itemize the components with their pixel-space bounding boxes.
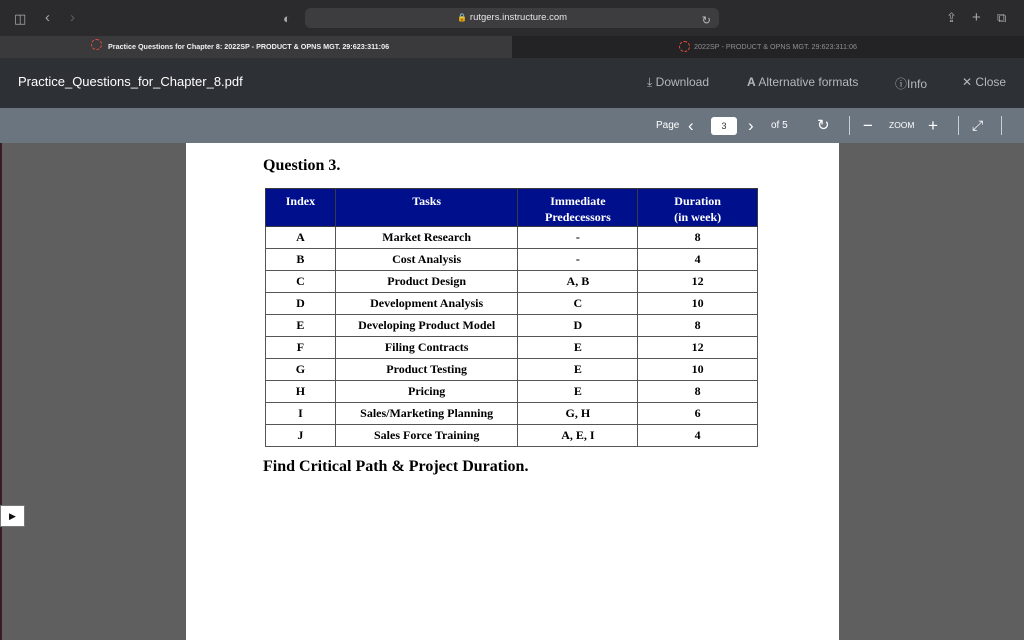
back-icon[interactable]: ‹: [45, 9, 50, 26]
header-index: Index: [266, 189, 336, 227]
cell-task: Development Analysis: [335, 293, 518, 315]
cell-predecessors: G, H: [518, 403, 638, 425]
cell-predecessors: D: [518, 315, 638, 337]
cell-index: G: [266, 359, 336, 381]
file-name: Practice_Questions_for_Chapter_8.pdf: [18, 74, 243, 89]
table-header-row: [266, 189, 758, 227]
table-row: [266, 359, 758, 381]
tab-strip: [0, 36, 1024, 58]
zoom-label: ZOOM: [889, 120, 915, 130]
cell-duration: 10: [638, 293, 758, 315]
zoom-in-icon[interactable]: +: [928, 116, 938, 135]
zoom-out-icon[interactable]: −: [863, 116, 873, 135]
table-row: [266, 271, 758, 293]
header-tasks: Tasks: [335, 189, 518, 227]
pdf-toolbar: [0, 108, 1024, 143]
alternative-formats-button[interactable]: [747, 75, 858, 89]
forward-icon[interactable]: ›: [70, 9, 75, 26]
tab-label: Practice Questions for Chapter 8: 2022SP - PRODUCT & OPNS MGT. 29:623:311:06: [108, 42, 390, 51]
header-predecessors: [518, 189, 638, 227]
cell-index: B: [266, 249, 336, 271]
table-row: [266, 293, 758, 315]
alternative-formats-label: Alternative formats: [758, 75, 859, 89]
cell-predecessors: A, E, I: [518, 425, 638, 447]
cell-index: F: [266, 337, 336, 359]
table-row: [266, 315, 758, 337]
table-row: [266, 403, 758, 425]
instruction-text: Find Critical Path & Project Duration.: [263, 458, 529, 475]
header-duration-text: Duration (in week): [674, 194, 722, 224]
close-button[interactable]: [962, 75, 1006, 89]
cell-duration: 4: [638, 425, 758, 447]
task-table: [265, 188, 758, 447]
info-label: Info: [907, 77, 928, 91]
next-page-icon[interactable]: ›: [748, 116, 754, 135]
cell-task: Sales Force Training: [335, 425, 518, 447]
cell-duration: 12: [638, 271, 758, 293]
cell-task: Market Research: [335, 227, 518, 249]
cell-index: J: [266, 425, 336, 447]
cell-task: Sales/Marketing Planning: [335, 403, 518, 425]
cell-task: Product Design: [335, 271, 518, 293]
alternative-formats-icon: A: [747, 75, 756, 89]
cell-predecessors: C: [518, 293, 638, 315]
canvas-favicon-icon: [91, 39, 102, 50]
close-label: Close: [975, 75, 1007, 89]
tab-course[interactable]: [512, 36, 1024, 58]
header-duration: [638, 189, 758, 227]
cell-duration: 8: [638, 381, 758, 403]
browser-toolbar: [0, 0, 1024, 36]
cell-predecessors: A, B: [518, 271, 638, 293]
address-bar[interactable]: [305, 8, 719, 28]
download-button[interactable]: [647, 75, 709, 90]
cell-duration: 4: [638, 249, 758, 271]
fullscreen-icon[interactable]: ⤢: [972, 117, 984, 133]
pdf-viewport[interactable]: [0, 143, 1024, 640]
question-title: Question 3.: [263, 157, 341, 174]
table-row: [266, 381, 758, 403]
pdf-page: [186, 143, 839, 640]
info-icon: ⓘ: [895, 77, 908, 91]
download-icon: ⤓: [647, 75, 653, 89]
cell-task: Product Testing: [335, 359, 518, 381]
page-total: of 5: [771, 120, 788, 131]
toolbar-divider: [958, 116, 959, 135]
file-preview-header: [0, 58, 1024, 108]
tabs-overview-icon[interactable]: ⧉: [997, 10, 1007, 25]
info-button[interactable]: [895, 75, 927, 92]
close-icon: ✕: [962, 75, 973, 89]
cell-index: C: [266, 271, 336, 293]
cell-index: I: [266, 403, 336, 425]
new-tab-icon[interactable]: +: [972, 9, 981, 26]
table-row: [266, 337, 758, 359]
tab-label: 2022SP - PRODUCT & OPNS MGT. 29:623:311:06: [694, 42, 857, 51]
cell-predecessors: -: [518, 227, 638, 249]
header-predecessors-text: Immediate Predecessors: [544, 194, 611, 224]
cell-duration: 8: [638, 315, 758, 337]
cell-task: Filing Contracts: [335, 337, 518, 359]
download-label: Download: [655, 75, 710, 89]
cell-predecessors: -: [518, 249, 638, 271]
cell-predecessors: E: [518, 381, 638, 403]
tab-practice-questions[interactable]: [0, 36, 512, 58]
cell-predecessors: E: [518, 337, 638, 359]
cell-predecessors: E: [518, 359, 638, 381]
cell-duration: 6: [638, 403, 758, 425]
cell-task: Developing Product Model: [335, 315, 518, 337]
cell-duration: 8: [638, 227, 758, 249]
cell-task: Cost Analysis: [335, 249, 518, 271]
viewer-edge: [0, 143, 2, 640]
rotate-icon[interactable]: ↻: [817, 117, 830, 134]
page-number-input[interactable]: 3: [711, 117, 737, 135]
shield-icon[interactable]: ◐: [283, 11, 291, 26]
lock-icon: 🔒: [456, 13, 467, 22]
table-row: [266, 227, 758, 249]
reload-icon[interactable]: ↻: [701, 15, 711, 27]
table-body: [266, 227, 758, 447]
toolbar-divider: [849, 116, 850, 135]
cell-duration: 10: [638, 359, 758, 381]
play-icon[interactable]: ▶: [0, 505, 25, 527]
url-text: rutgers.instructure.com: [469, 12, 568, 23]
cell-duration: 12: [638, 337, 758, 359]
table-row: [266, 249, 758, 271]
cell-index: H: [266, 381, 336, 403]
table-row: [266, 425, 758, 447]
cell-index: D: [266, 293, 336, 315]
page-label: Page: [656, 120, 680, 131]
cell-index: A: [266, 227, 336, 249]
share-icon[interactable]: ⇪: [946, 10, 957, 25]
cell-task: Pricing: [335, 381, 518, 403]
sidebar-icon[interactable]: ◫: [14, 11, 27, 26]
canvas-favicon-icon: [679, 41, 690, 52]
toolbar-divider: [1001, 116, 1002, 135]
previous-page-icon[interactable]: ‹: [688, 116, 694, 135]
cell-index: E: [266, 315, 336, 337]
